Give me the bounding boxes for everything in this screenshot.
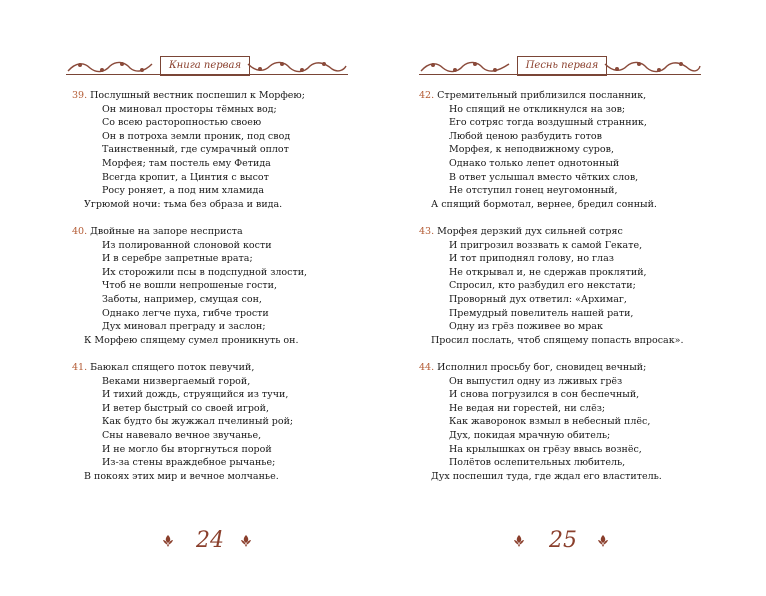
verse-line	[419, 90, 646, 102]
verse-text: Не ведая ни горестей, ни слёз;	[449, 402, 606, 414]
verse-line	[449, 158, 619, 170]
verse-line	[449, 144, 614, 156]
verse-text: На крылышках он грёзу ввысь вознёс,	[449, 443, 642, 455]
verse-line	[449, 253, 614, 265]
verse-text: Одну из грёз поживее во мрак	[449, 321, 603, 333]
verse-text: Любой ценою разбудить готов	[449, 130, 602, 142]
verse-text: Просил послать, чтоб спящему попасть впросак».	[431, 334, 684, 346]
verse-text: И снова погрузился в сон беспечный,	[449, 389, 640, 401]
verse-line	[102, 308, 269, 320]
verse-line	[102, 267, 307, 279]
vine-ornament-icon	[66, 60, 154, 74]
verse-text: Из-за стены враждебное рычанье;	[102, 457, 276, 469]
verse-line	[72, 90, 305, 102]
verse-text: Проворный дух ответил: «Архимаг,	[449, 294, 627, 305]
verse-line	[449, 430, 610, 442]
verse-text: Заботы, например, смущая сон,	[102, 294, 262, 305]
verse-line	[72, 362, 254, 374]
verse-text: Однако легче пуха, гибче трости	[102, 307, 269, 319]
verse-text: И ветер быстрый со своей игрой,	[102, 402, 269, 414]
fleuron-icon	[513, 534, 525, 548]
vine-ornament-icon	[419, 60, 511, 74]
verse-text: Со всею расторопностью своею	[102, 117, 262, 129]
stanza-number: 39.	[72, 90, 88, 101]
verse-text: Чтоб не вошли непрошеные гости,	[102, 280, 278, 292]
verse-line	[102, 280, 277, 292]
verse-text: И не могло бы вторгнуться порой	[102, 443, 272, 455]
verse-line	[102, 457, 275, 469]
right-footer	[513, 528, 613, 554]
verse-line	[449, 376, 622, 388]
verse-text: И в серебре запретные врата;	[102, 253, 253, 265]
verse-line	[102, 444, 272, 456]
vine-ornament-icon	[246, 60, 348, 74]
verse-line	[102, 131, 290, 143]
verse-line	[449, 457, 625, 469]
verse-line	[449, 280, 636, 292]
verse-line	[102, 144, 289, 156]
verse-line	[102, 376, 250, 388]
verse-line	[431, 471, 662, 483]
verse-line	[102, 389, 288, 401]
canto-title-label: Песнь первая	[517, 56, 607, 76]
verse-text: Послушный вестник поспешил к Морфею;	[90, 90, 305, 101]
book-title-label: Книга первая	[160, 56, 250, 76]
verse-text: К Морфею спящему сумел проникнуть он.	[84, 334, 299, 346]
verse-line	[431, 335, 683, 347]
verse-text: Как жаворонок взмыл в небесный плёс,	[449, 416, 651, 428]
verse-text: Он в потроха земли проник, под свод	[102, 130, 291, 142]
verse-text: Но спящий не откликнулся на зов;	[449, 103, 626, 115]
right-page	[383, 0, 766, 596]
verse-text: Всегда кропит, а Цинтия с высот	[102, 171, 269, 183]
verse-line	[84, 471, 279, 483]
verse-text: Исполнил просьбу бог, сновидец вечный;	[437, 362, 647, 373]
verse-line	[102, 185, 264, 197]
verse-line	[102, 416, 293, 428]
verse-text: Баюкал спящего поток певучий,	[90, 362, 255, 373]
verse-text: Стремительный приблизился посланник,	[437, 90, 647, 101]
left-running-header	[66, 54, 348, 80]
verse-line	[449, 117, 647, 129]
verse-text: И тихий дождь, струящийся из тучи,	[102, 389, 289, 401]
stanza-number: 42.	[419, 90, 435, 101]
left-footer	[160, 528, 254, 554]
verse-line	[449, 185, 618, 197]
verse-text: Полётов ослепительных любитель,	[449, 457, 626, 469]
verse-line	[449, 389, 639, 401]
verse-text: Он выпустил одну из лживых грёз	[449, 375, 623, 387]
fleuron-icon	[597, 534, 609, 548]
verse-text: Морфея, к неподвижному суров,	[449, 144, 614, 156]
verse-line	[431, 199, 657, 211]
fleuron-icon	[162, 534, 174, 548]
verse-text: В ответ услышал вместо чётких слов,	[449, 171, 639, 183]
verse-text: Угрюмой ночи: тьма без образа и вида.	[84, 198, 283, 210]
verse-text: Двойные на запоре несприста	[90, 226, 243, 237]
verse-text: Он миновал просторы тёмных вод;	[102, 103, 277, 115]
verse-text: Однако только лепет однотонный	[449, 158, 620, 169]
verse-line	[102, 321, 266, 333]
right-running-header	[419, 54, 701, 80]
verse-text: Морфея; там постель ему Фетида	[102, 158, 271, 169]
stanza-number: 40.	[72, 226, 88, 237]
stanza-number: 43.	[419, 226, 435, 237]
verse-text: И пригрозил воззвать к самой Гекате,	[449, 239, 643, 251]
verse-line	[449, 321, 603, 333]
stanza-number: 44.	[419, 362, 435, 373]
verse-text: Спросил, кто разбудил его некстати;	[449, 280, 636, 292]
verse-line	[102, 430, 261, 442]
verse-line	[449, 131, 602, 143]
verse-line	[102, 117, 261, 129]
verse-line	[72, 226, 243, 238]
verse-line	[102, 172, 269, 184]
verse-line	[419, 226, 623, 238]
verse-text: Дух, покидая мрачную обитель;	[449, 430, 611, 441]
verse-line	[449, 240, 642, 252]
verse-text: Веками низвергаемый горой,	[102, 375, 251, 387]
stanza-number: 41.	[72, 362, 88, 373]
verse-text: Дух миновал преграду и заслон;	[102, 321, 266, 333]
verse-line	[449, 294, 627, 306]
verse-text: Сны навевало вечное звучанье,	[102, 430, 262, 441]
verse-text: Росу роняет, а под ним хламида	[102, 185, 265, 197]
verse-line	[449, 444, 642, 456]
verse-line	[449, 416, 650, 428]
verse-line	[84, 199, 282, 211]
fleuron-icon	[240, 534, 252, 548]
verse-line	[449, 104, 625, 116]
verse-line	[419, 362, 646, 374]
verse-line	[84, 335, 299, 347]
verse-text: Как будто бы жужжал пчелиный рой;	[102, 416, 294, 428]
verse-text: Таинственный, где сумрачный оплот	[102, 144, 289, 156]
page-number: 24	[196, 528, 224, 553]
verse-line	[102, 253, 253, 265]
verse-text: Не отступил гонец неугомонный,	[449, 185, 618, 197]
verse-line	[449, 308, 633, 320]
vine-ornament-icon	[603, 60, 701, 74]
page-number: 25	[549, 528, 577, 553]
verse-text: И тот приподнял голову, но глаз	[449, 253, 614, 265]
verse-line	[449, 172, 638, 184]
verse-text: Их сторожили псы в подспудной злости,	[102, 266, 308, 278]
verse-text: Не открывал и, не сдержав проклятий,	[449, 266, 647, 278]
verse-text: Морфея дерзкий дух сильней сотряс	[437, 226, 623, 237]
verse-text: А спящий бормотал, вернее, бредил сонный.	[431, 198, 657, 210]
verse-line	[102, 294, 262, 306]
verse-text: Из полированной слоновой кости	[102, 239, 272, 251]
verse-text: Премудрый повелитель нашей рати,	[449, 307, 634, 319]
verse-line	[102, 104, 277, 116]
verse-line	[102, 403, 269, 415]
verse-line	[449, 403, 605, 415]
verse-text: Его сотряс тогда воздушный странник,	[449, 117, 647, 129]
verse-line	[102, 158, 271, 170]
verse-text: Дух поспешил туда, где ждал его властитель.	[431, 470, 662, 482]
verse-line	[102, 240, 272, 252]
verse-text: В покоях этих мир и вечное молчанье.	[84, 470, 279, 482]
verse-line	[449, 267, 647, 279]
